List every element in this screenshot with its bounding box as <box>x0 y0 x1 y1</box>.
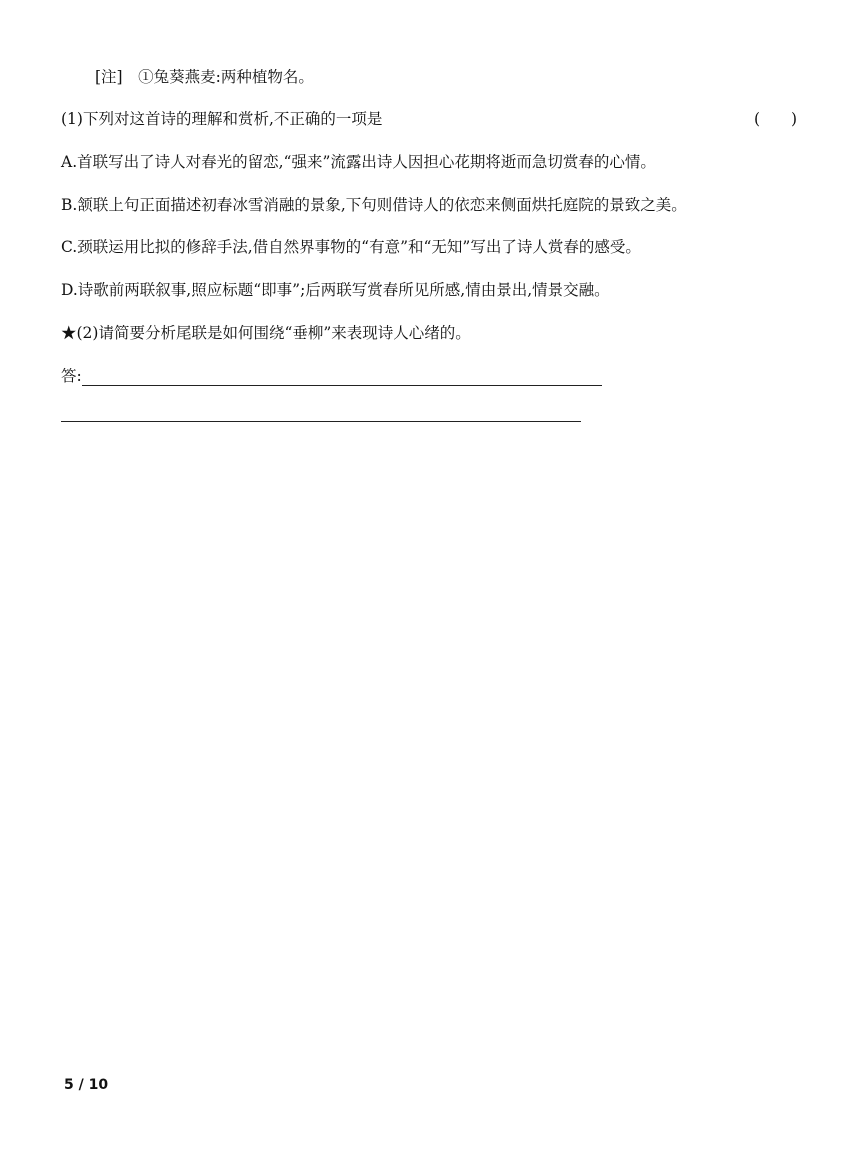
answer-label: 答: <box>61 367 82 385</box>
question-1-stem: (1)下列对这首诗的理解和赏析,不正确的一项是 <box>61 110 383 128</box>
option-a: A.首联写出了诗人对春光的留恋,“强来”流露出诗人因担心花期将逝而急切赏春的心情。 <box>61 153 656 171</box>
question-2: ★(2)请简要分析尾联是如何围绕“垂柳”来表现诗人心绪的。 <box>61 324 471 342</box>
option-c: C.颈联运用比拟的修辞手法,借自然界事物的“有意”和“无知”写出了诗人赏春的感受。 <box>61 238 641 256</box>
option-b: B.颔联上句正面描述初春冰雪消融的景象,下句则借诗人的依恋来侧面烘托庭院的景致之美。 <box>61 196 687 214</box>
question-1 <box>61 108 800 130</box>
answer-bracket: ( ) <box>754 110 798 128</box>
option-d: D.诗歌前两联叙事,照应标题“即事”;后两联写赏春所见所感,情由景出,情景交融。 <box>61 281 610 299</box>
answer-line-2 <box>61 421 581 422</box>
annotation-note: [注] ①兔葵燕麦:两种植物名。 <box>95 68 314 86</box>
page-number: 5 / 10 <box>64 1077 109 1093</box>
answer-line-1 <box>82 385 602 386</box>
